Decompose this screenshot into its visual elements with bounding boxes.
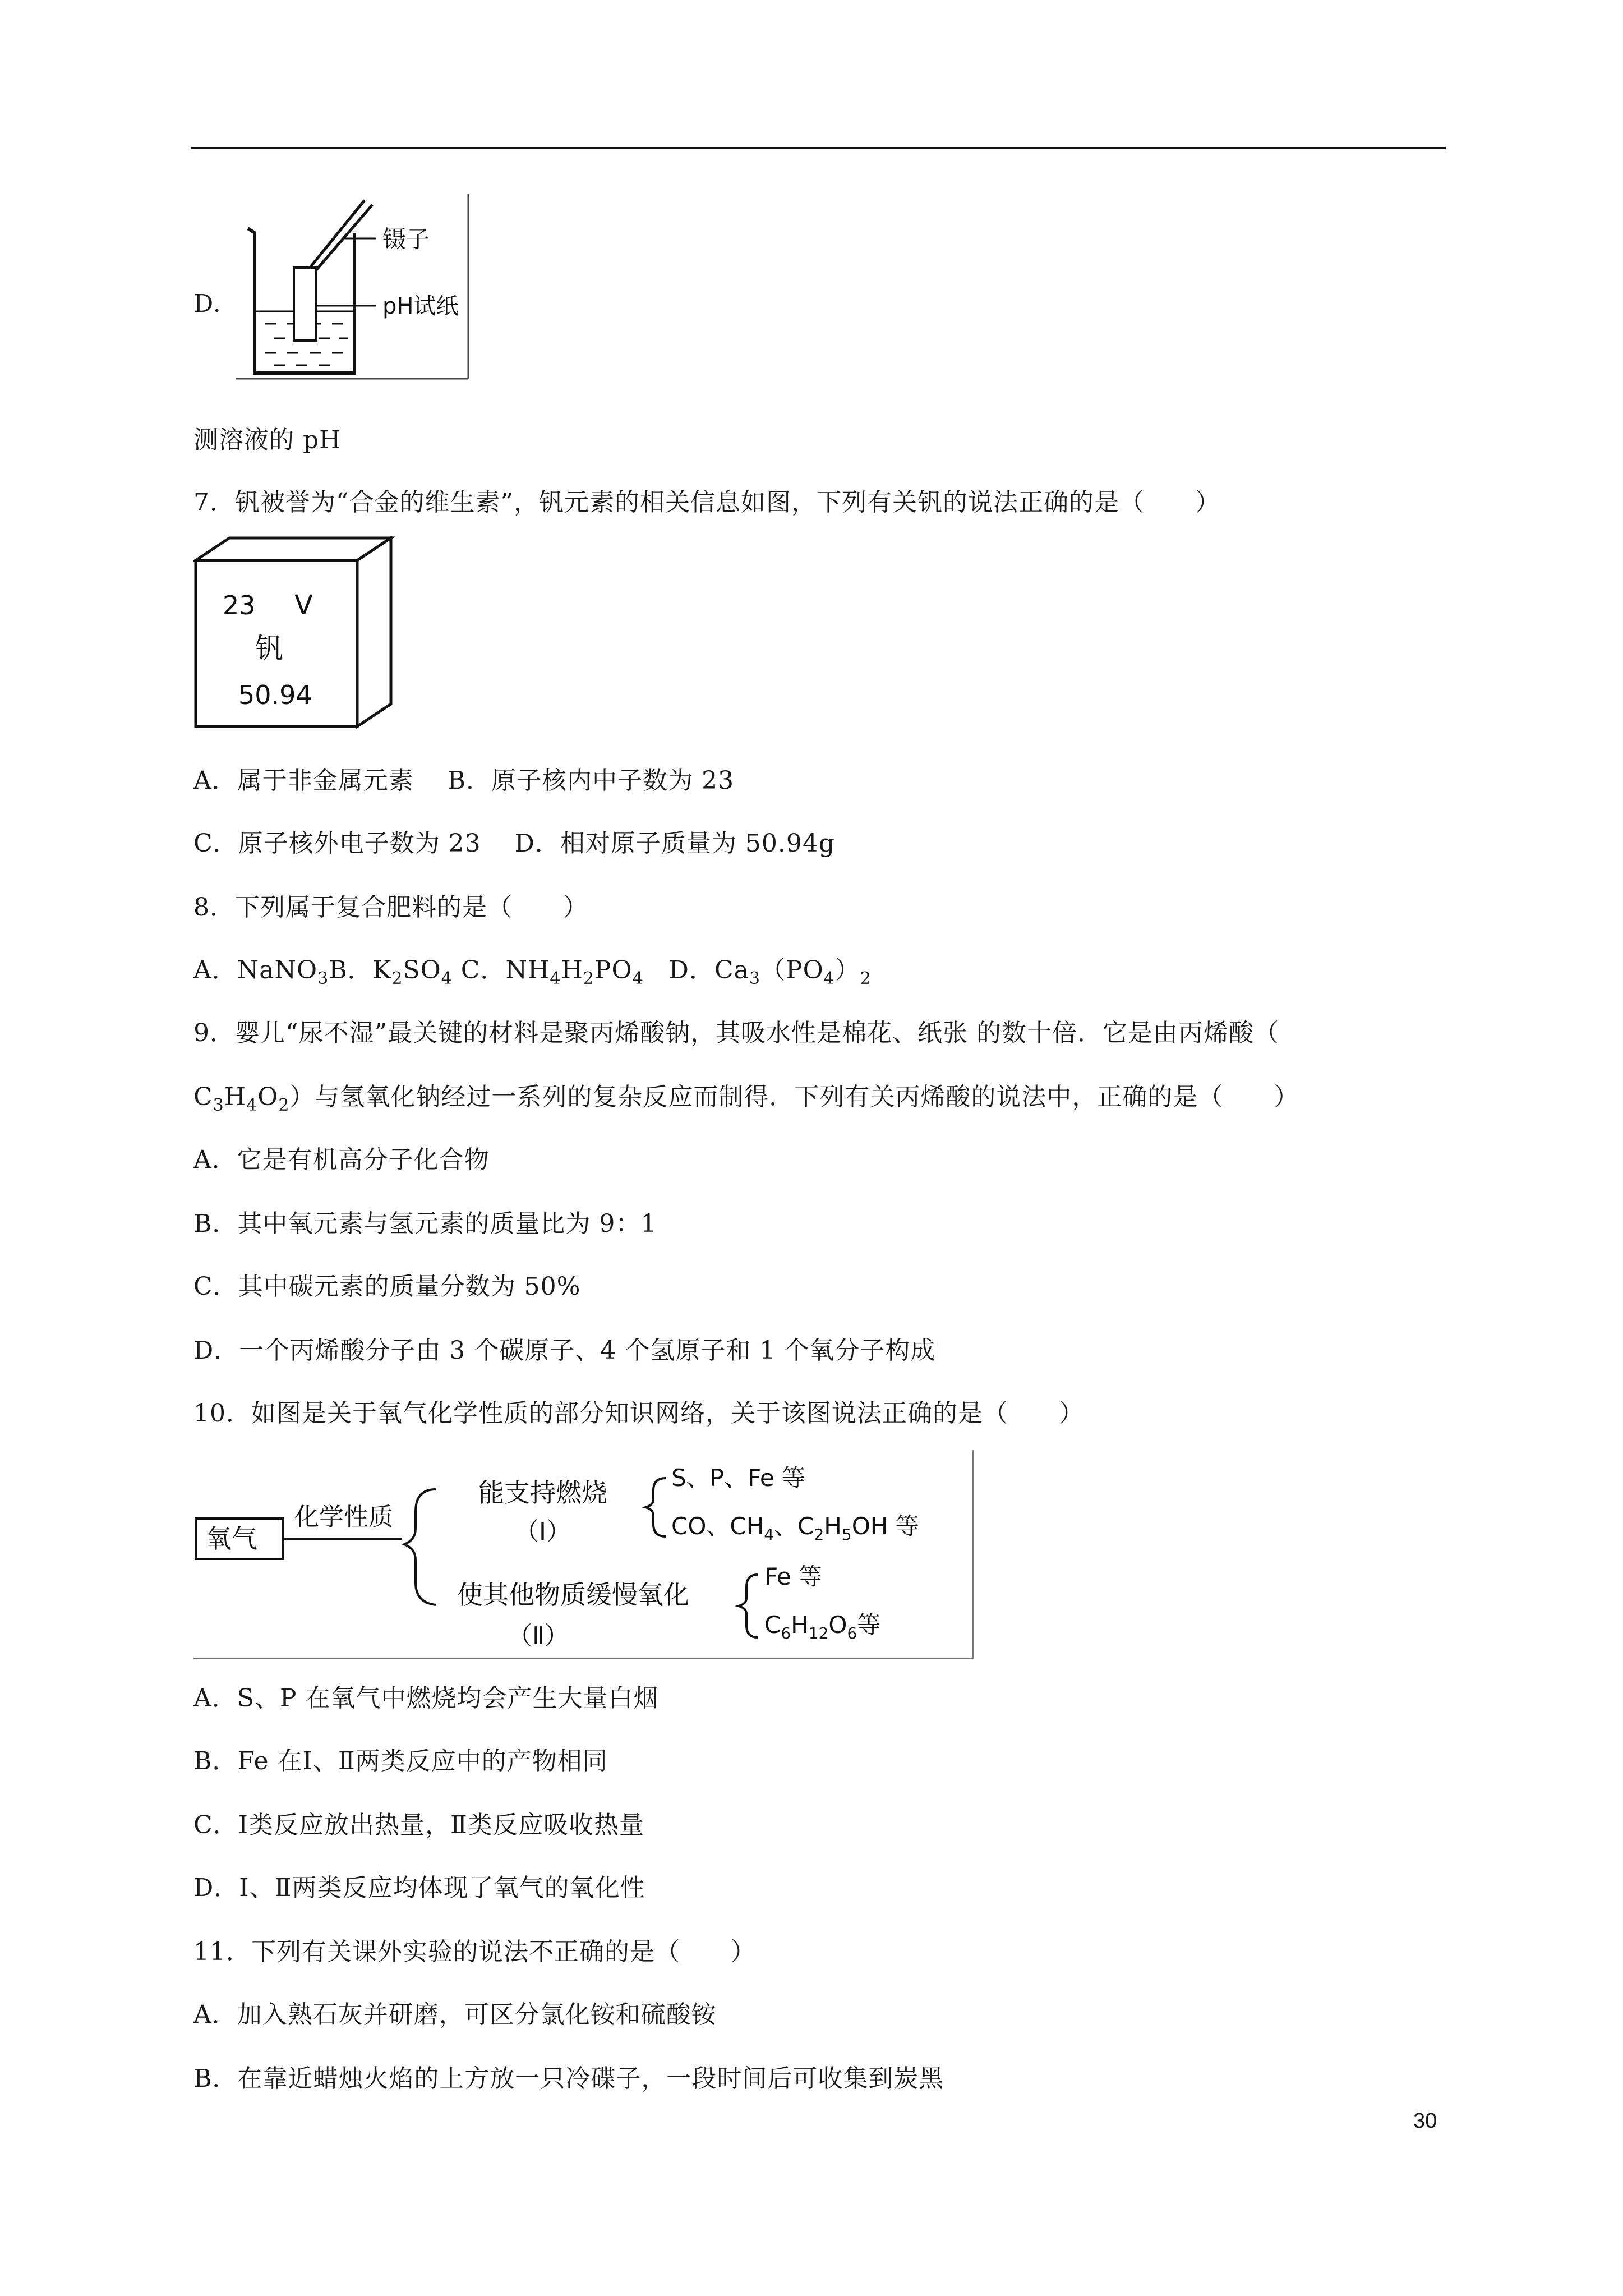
q8-options: A．NaNO$_3$B．$K_2SO_4$ C．$NH_4H_2PO_4$ D．$Ca_3(PO_4)_2$: [193, 956, 872, 988]
branch1-item1: S、P、Fe 等: [671, 1464, 806, 1492]
q9-option-b: B．其中氧元素与氢元素的质量比为 9：1: [193, 1209, 657, 1238]
q10-option-b: B．Fe 在Ⅰ、Ⅱ两类反应中的产物相同: [193, 1747, 608, 1775]
q9-stem-line2: $C_3H_4O_2$）与氢氧化钠经过一系列的复杂反应而制得．下列有关丙烯酸的说法中，正确的是（ ）: [193, 1083, 1299, 1115]
branch1-title: 能支持燃烧: [478, 1478, 607, 1508]
ph-paper-strip: [294, 268, 316, 341]
q11-option-a: A．加入熟石灰并研磨，可区分氯化铵和硫酸铵: [193, 2000, 717, 2029]
q10-option-d: D．Ⅰ、Ⅱ两类反应均体现了氧气的氧化性: [193, 1874, 645, 1902]
fig-label-tweezers: 镊子: [382, 226, 430, 253]
q6-option-d-letter: D.: [193, 289, 222, 318]
q9-option-d: D．一个丙烯酸分子由 3 个碳原子、4 个氢原子和 1 个氧分子构成: [193, 1336, 936, 1365]
q6-caption: 测溶液的 pH: [193, 426, 342, 454]
branch1-tag: （Ⅰ）: [514, 1517, 571, 1546]
main-brace: [404, 1489, 436, 1605]
fig-label-ph-paper: pH试纸: [382, 293, 459, 319]
q9-option-c: C．其中碳元素的质量分数为 50%: [193, 1272, 581, 1301]
q7-options-line2: C．原子核外电子数为 23 D．相对原子质量为 50.94g: [193, 829, 836, 858]
beaker-ph-figure: [236, 194, 482, 384]
branch2-tag: （Ⅱ）: [508, 1622, 569, 1650]
q9-option-a: A．它是有机高分子化合物: [193, 1145, 490, 1174]
q8-stem: 8．下列属于复合肥料的是（ ）: [193, 893, 588, 922]
header-rule: [191, 147, 1446, 149]
diagram-root-label: 氧气: [206, 1524, 257, 1554]
q10-stem: 10．如图是关于氧气化学性质的部分知识网络，关于该图说法正确的是（ ）: [193, 1399, 1084, 1428]
branch2-item2: $C_6H_{12}O_6$等: [764, 1611, 881, 1642]
q7-options-line1: A．属于非金属元素 B．原子核内中子数为 23: [193, 766, 735, 795]
q11-stem: 11．下列有关课外实验的说法不正确的是（ ）: [193, 1938, 756, 1966]
q10-option-c: C．Ⅰ类反应放出热量，Ⅱ类反应吸收热量: [193, 1811, 644, 1839]
element-mass: 50.94: [238, 680, 312, 710]
branch2-brace: [739, 1575, 758, 1637]
element-symbol: V: [294, 590, 313, 621]
oxygen-knowledge-diagram: [193, 1450, 979, 1663]
branch2-item1: Fe 等: [764, 1563, 823, 1590]
branch1-item2: CO、$CH_4$、$C_2H_5OH$ 等: [671, 1512, 919, 1544]
element-name: 钒: [255, 632, 283, 665]
q9-stem-line1: 9．婴儿“尿不湿”最关键的材料是聚丙烯酸钠，其吸水性是棉花、纸张 的数十倍．它是由丙烯酸（: [193, 1019, 1279, 1047]
q7-stem: 7．钒被誉为“合金的维生素”，钒元素的相关信息如图，下列有关钒的说法正确的是（ ）: [193, 488, 1220, 517]
page-number: 30: [1413, 2109, 1437, 2133]
diagram-branch-label: 化学性质: [294, 1503, 393, 1531]
element-number: 23: [223, 590, 256, 620]
element-card-vanadium: [193, 536, 395, 732]
branch1-brace: [645, 1478, 666, 1536]
q10-option-a: A．S、P 在氧气中燃烧均会产生大量白烟: [193, 1684, 659, 1713]
q11-option-b: B．在靠近蜡烛火焰的上方放一只冷碟子，一段时间后可收集到炭黑: [193, 2064, 944, 2093]
branch2-title: 使其他物质缓慢氧化: [457, 1580, 689, 1610]
